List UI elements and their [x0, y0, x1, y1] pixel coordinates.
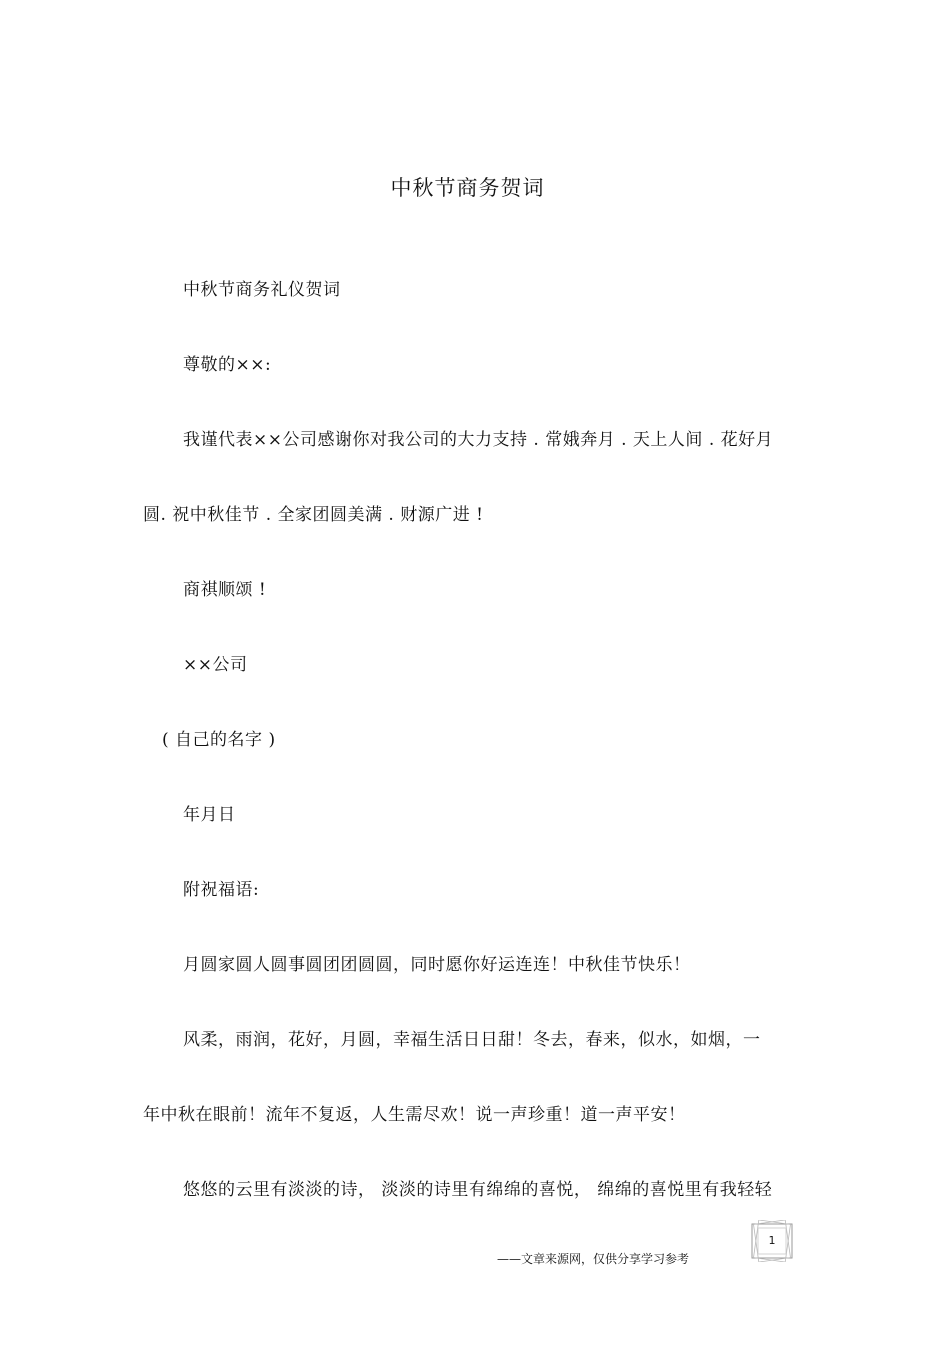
date-line: 年月日	[183, 805, 236, 825]
salutation-line: 尊敬的××:	[183, 355, 272, 375]
closing-line: 商祺顺颂 !	[183, 580, 267, 600]
subtitle-line: 中秋节商务礼仪贺词	[183, 280, 341, 300]
signature-name-line: ( 自己的名字 )	[162, 730, 276, 750]
signature-company-line: ××公司	[183, 655, 248, 675]
page-number: 1	[768, 1234, 776, 1247]
greeting-line: 悠悠的云里有淡淡的诗， 淡淡的诗里有绵绵的喜悦， 绵绵的喜悦里有我轻轻	[183, 1180, 773, 1200]
appendix-heading: 附祝福语:	[183, 880, 260, 900]
greeting-line: 年中秋在眼前！流年不复返，人生需尽欢！说一声珍重！道一声平安！	[143, 1105, 686, 1125]
page-number-badge	[748, 1220, 796, 1262]
greeting-line: 月圆家圆人圆事圆团团圆圆，同时愿你好运连连！中秋佳节快乐！	[183, 955, 691, 975]
document-title: 中秋节商务贺词	[390, 176, 545, 200]
body-paragraph-line: 我谨代表××公司感谢你对我公司的大力支持 . 常娥奔月 . 天上人间 . 花好月	[183, 430, 774, 450]
greeting-line: 风柔，雨润，花好，月圆，幸福生活日日甜！冬去，春来，似水，如烟，一	[183, 1030, 761, 1050]
footer-source-note: ——文章来源网，仅供分享学习参考	[497, 1252, 690, 1266]
body-paragraph-line: 圆. 祝中秋佳节 . 全家团圆美满 . 财源广进 !	[143, 505, 484, 525]
